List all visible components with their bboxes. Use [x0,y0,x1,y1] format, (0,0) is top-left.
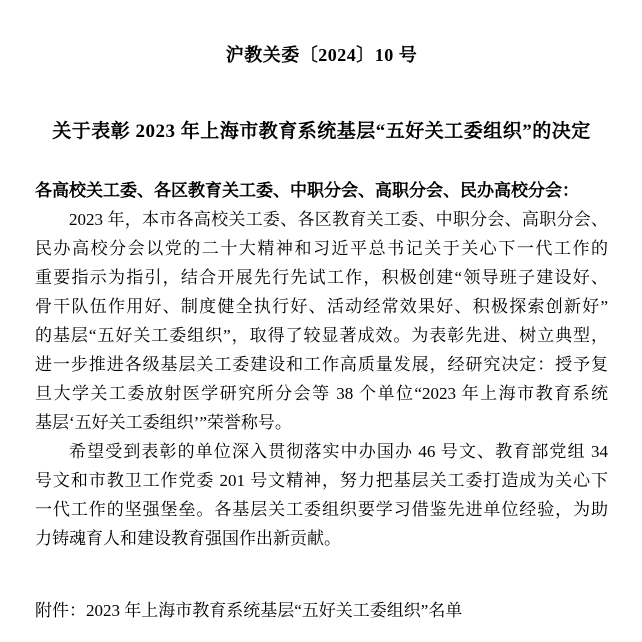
body-line: 号文和市教卫工作党委 201 号文精神，努力把基层关工委打造成为关心下 [35,471,608,490]
body-line: 民办高校分会以党的二十大精神和习近平总书记关于关心下一代工作的 [35,239,608,258]
body-line: 的基层“五好关工委组织”，取得了较显著成效。为表彰先进、树立典型， [35,326,608,345]
body-line: 希望受到表彰的单位深入贯彻落实中办国办 46 号文、教育部党组 34 [69,442,608,461]
attachment-line: 附件：2023 年上海市教育系统基层“五好关工委组织”名单 [35,601,463,620]
body-line: 一代工作的坚强堡垒。各基层关工委组织要学习借鉴先进单位经验，为助 [35,500,608,519]
body-line: 2023 年，本市各高校关工委、各区教育关工委、中职分会、高职分会、 [69,210,608,229]
document-body [35,205,608,553]
body-line: 基层‘五好关工委组织’”荣誉称号。 [35,413,292,432]
body-line: 骨干队伍作用好、制度健全执行好、活动经常效果好、积极探索创新好” [35,297,608,316]
body-line: 旦大学关工委放射医学研究所分会等 38 个单位“2023 年上海市教育系统 [35,384,608,403]
doc-title: 关于表彰 2023 年上海市教育系统基层“五好关工委组织”的决定 [52,121,591,142]
body-line: 力铸魂育人和建设教育强国作出新贡献。 [35,529,341,548]
doc-number: 沪教关委〔2024〕10 号 [225,45,418,65]
body-line: 进一步推进各级基层关工委建设和工作高质量发展，经研究决定：授予复 [35,355,608,374]
salutation-line: 各高校关工委、各区教育关工委、中职分会、高职分会、民办高校分会： [35,181,579,200]
body-line: 重要指示为指引，结合开展先行先试工作，积极创建“领导班子建设好、 [35,268,608,287]
